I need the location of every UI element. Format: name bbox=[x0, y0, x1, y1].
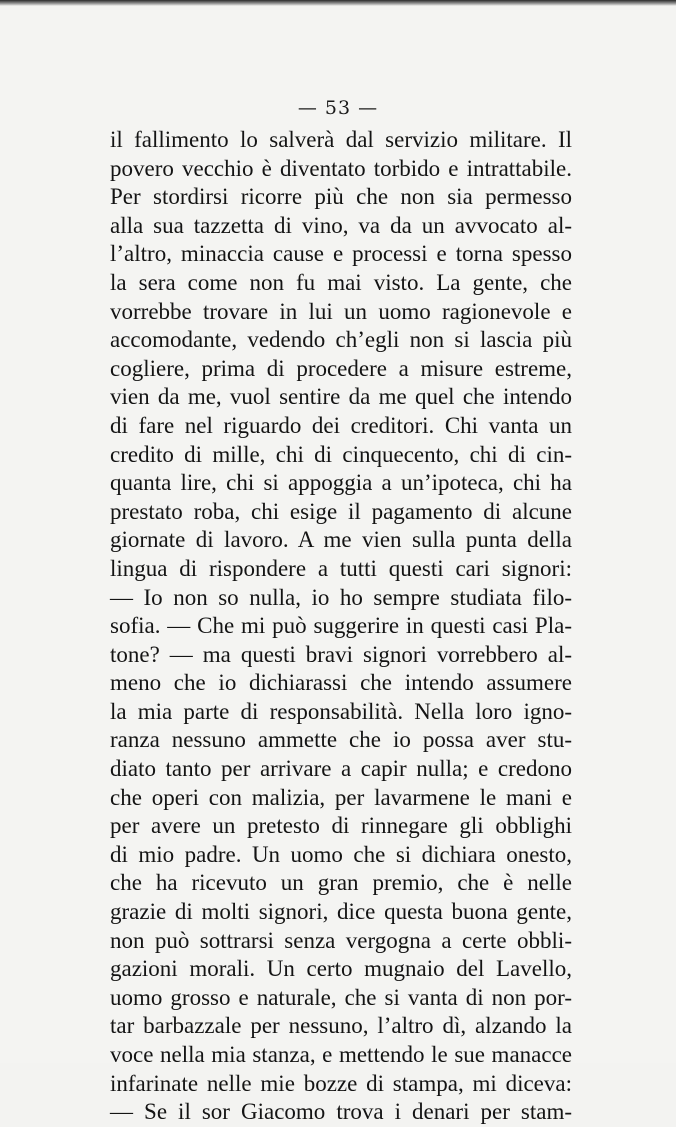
text-line: la sera come non fu mai visto. La gente, che bbox=[110, 269, 572, 295]
text-line: per avere un pretesto di rinnegare gli obblighi bbox=[110, 813, 572, 839]
text-line: di fare nel riguardo dei creditori. Chi vanta un bbox=[110, 412, 572, 438]
text-line: meno che io dichiarassi che intendo assumere bbox=[110, 670, 572, 696]
text-line: credito di mille, chi di cinquecento, chi di cin- bbox=[110, 441, 572, 467]
text-line: sofia. — Che mi può suggerire in questi casi Pla- bbox=[110, 613, 572, 639]
page-number: — 53 — bbox=[297, 97, 379, 119]
text-line: lingua di rispondere a tutti questi cari signori: bbox=[110, 555, 572, 581]
text-line: di mio padre. Un uomo che si dichiara onesto, bbox=[110, 841, 572, 867]
text-line: il fallimento lo salverà dal servizio militare. Il bbox=[110, 127, 572, 152]
text-line: che ha ricevuto un gran premio, che è nelle bbox=[110, 870, 572, 896]
text-line: non può sottrarsi senza vergogna a certe obbli- bbox=[110, 927, 572, 953]
text-line: quanta lire, chi si appoggia a un’ipoteca, chi ha bbox=[110, 470, 572, 496]
text-line: tar barbazzale per nessuno, l’altro dì, alzando la bbox=[110, 1013, 572, 1039]
text-line: uomo grosso e naturale, che si vanta di non por- bbox=[110, 984, 572, 1010]
text-line: la mia parte di responsabilità. Nella loro igno- bbox=[110, 698, 572, 724]
text-line: povero vecchio è diventato torbido e intrattabile. bbox=[110, 155, 572, 181]
text-line: alla sua tazzetta di vino, va da un avvocato al- bbox=[110, 212, 572, 238]
body-text bbox=[110, 126, 572, 1127]
text-line: giornate di lavoro. A me vien sulla punta della bbox=[110, 527, 572, 553]
text-line: cogliere, prima di procedere a misure estreme, bbox=[110, 355, 572, 381]
text-line: diato tanto per arrivare a capir nulla; e credono bbox=[110, 756, 572, 782]
text-line: infarinate nelle mie bozze di stampa, mi diceva: bbox=[110, 1070, 572, 1096]
text-line: prestato roba, chi esige il pagamento di alcune bbox=[110, 498, 572, 524]
page-top-edge bbox=[0, 0, 676, 6]
text-line: Per stordirsi ricorre più che non sia permesso bbox=[110, 184, 572, 210]
text-line: l’altro, minaccia cause e processi e torna spesso bbox=[110, 241, 572, 267]
text-line: grazie di molti signori, dice questa buona gente, bbox=[110, 899, 572, 925]
text-line: voce nella mia stanza, e mettendo le sue manacce bbox=[110, 1042, 572, 1067]
text-line: che operi con malizia, per lavarmene le mani e bbox=[110, 784, 572, 810]
text-line: — Io non so nulla, io ho sempre studiata filo- bbox=[110, 584, 572, 610]
text-line: — Se il sor Giacomo trova i denari per stam- bbox=[110, 1099, 572, 1125]
text-line: tone? — ma questi bravi signori vorrebbero al- bbox=[110, 641, 572, 667]
text-line: ranza nessuno ammette che io possa aver stu- bbox=[110, 727, 572, 753]
text-line: gazioni morali. Un certo mugnaio del Lavello, bbox=[110, 956, 572, 982]
text-line: vorrebbe trovare in lui un uomo ragionevole e bbox=[110, 298, 572, 324]
text-line: accomodante, vedendo ch’egli non si lascia più bbox=[110, 327, 572, 353]
text-line: vien da me, vuol sentire da me quel che intendo bbox=[110, 384, 572, 410]
